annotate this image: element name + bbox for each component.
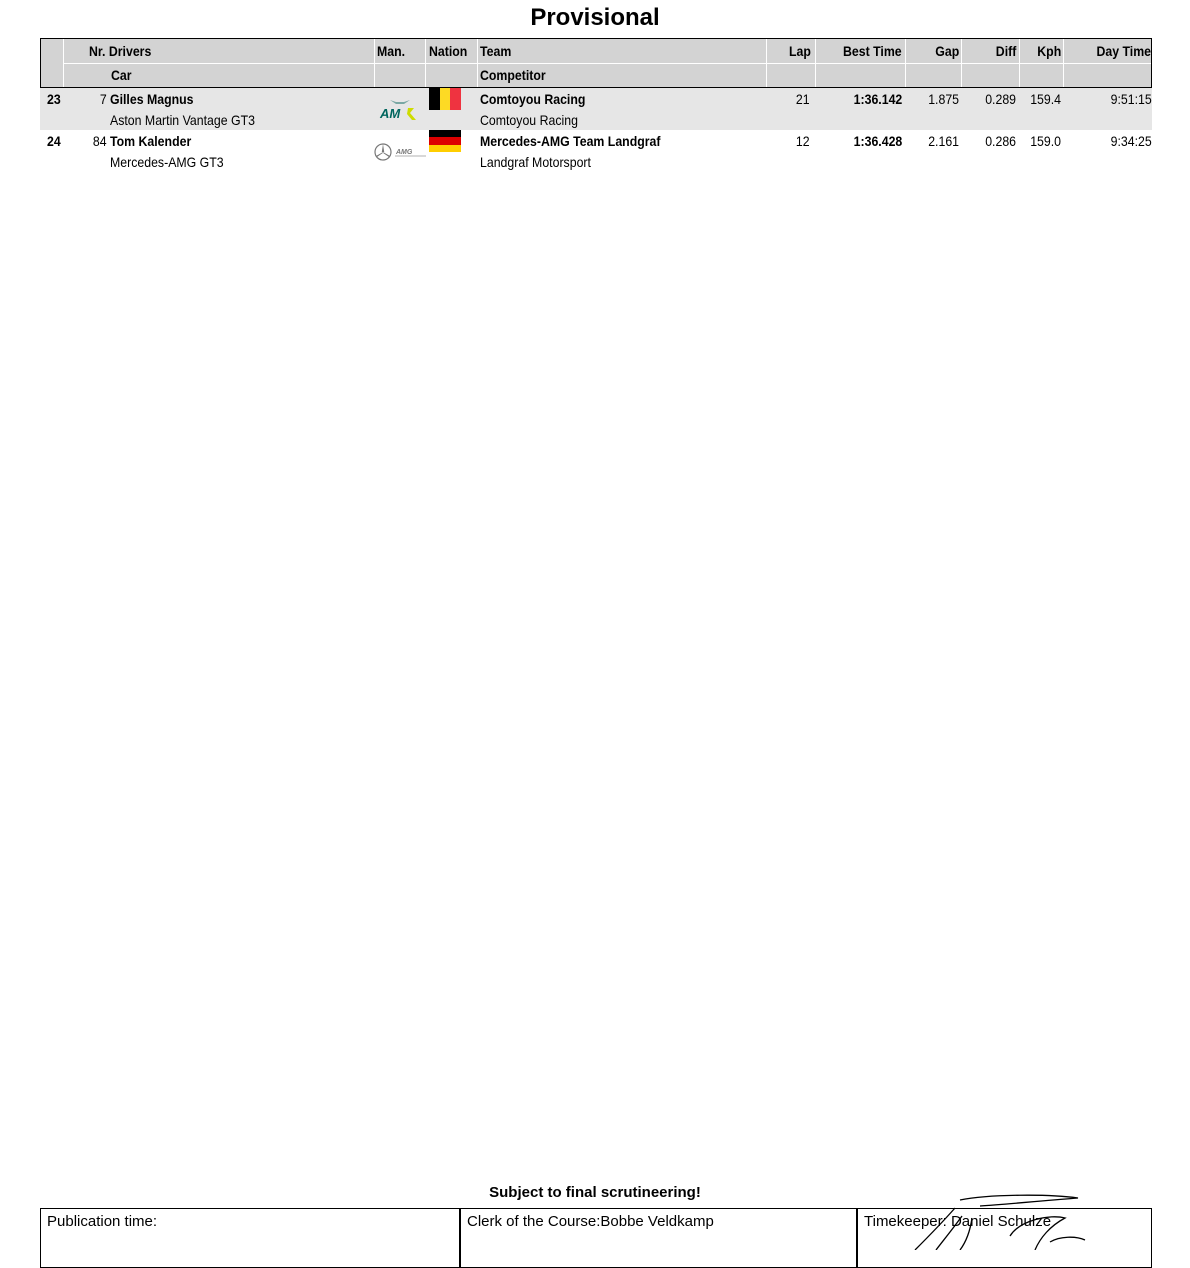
timekeeper-label: Timekeeper: Daniel Schulze — [864, 1213, 1052, 1230]
table-row[interactable] — [40, 130, 1152, 172]
header-man: Man. — [377, 43, 406, 59]
header-competitor: Competitor — [480, 67, 546, 83]
gap: 1.875 — [928, 91, 959, 107]
lap: 12 — [796, 133, 810, 149]
header-best-time: Best Time — [843, 43, 902, 59]
team-name: Mercedes-AMG Team Landgraf — [480, 133, 661, 149]
clerk-of-course-label: Clerk of the Course:Bobbe Veldkamp — [467, 1213, 714, 1230]
driver-name: Gilles Magnus — [110, 91, 194, 107]
header-team: Team — [480, 43, 512, 59]
germany-flag-icon — [429, 130, 461, 152]
day-time: 9:51:15 — [1110, 91, 1152, 107]
belgium-flag-icon — [429, 88, 461, 110]
publication-time-label: Publication time: — [47, 1213, 158, 1230]
table-header — [40, 38, 1152, 88]
position: 23 — [47, 91, 61, 107]
day-time: 9:34:25 — [1110, 133, 1152, 149]
header-lap: Lap — [789, 43, 811, 59]
page-title: Provisional — [530, 4, 660, 31]
header-kph: Kph — [1037, 43, 1061, 59]
car-number: 7 — [100, 91, 107, 107]
best-time: 1:36.142 — [853, 91, 902, 107]
mercedes-amg-logo-icon — [374, 142, 428, 162]
diff: 0.289 — [985, 91, 1016, 107]
competitor-name: Landgraf Motorsport — [480, 154, 591, 170]
car-model: Aston Martin Vantage GT3 — [110, 112, 255, 128]
header-nation: Nation — [429, 43, 468, 59]
aston-martin-amr-logo-icon — [378, 96, 422, 122]
header-nr-drivers: Nr. Drivers — [89, 43, 152, 59]
clerk-cell — [461, 1209, 858, 1267]
handwritten-signature-icon — [900, 1190, 1100, 1250]
svg-text:AMG: AMG — [396, 149, 413, 156]
header-day-time: Day Time — [1096, 43, 1151, 59]
scrutineering-notice: Subject to final scrutineering! — [489, 1184, 701, 1201]
results-table — [40, 38, 1152, 172]
team-name: Comtoyou Racing — [480, 91, 586, 107]
car-number: 84 — [93, 133, 107, 149]
position: 24 — [47, 133, 61, 149]
driver-name: Tom Kalender — [110, 133, 192, 149]
gap: 2.161 — [928, 133, 959, 149]
competitor-name: Comtoyou Racing — [480, 112, 578, 128]
table-row[interactable] — [40, 88, 1152, 130]
best-time: 1:36.428 — [853, 133, 902, 149]
kph: 159.4 — [1030, 91, 1061, 107]
header-diff: Diff — [995, 43, 1016, 59]
svg-text:AM: AM — [380, 106, 401, 121]
car-model: Mercedes-AMG GT3 — [110, 154, 224, 170]
header-car: Car — [111, 67, 132, 83]
kph: 159.0 — [1030, 133, 1061, 149]
publication-time-cell — [41, 1209, 461, 1267]
diff: 0.286 — [985, 133, 1016, 149]
lap: 21 — [796, 91, 810, 107]
header-gap: Gap — [935, 43, 959, 59]
